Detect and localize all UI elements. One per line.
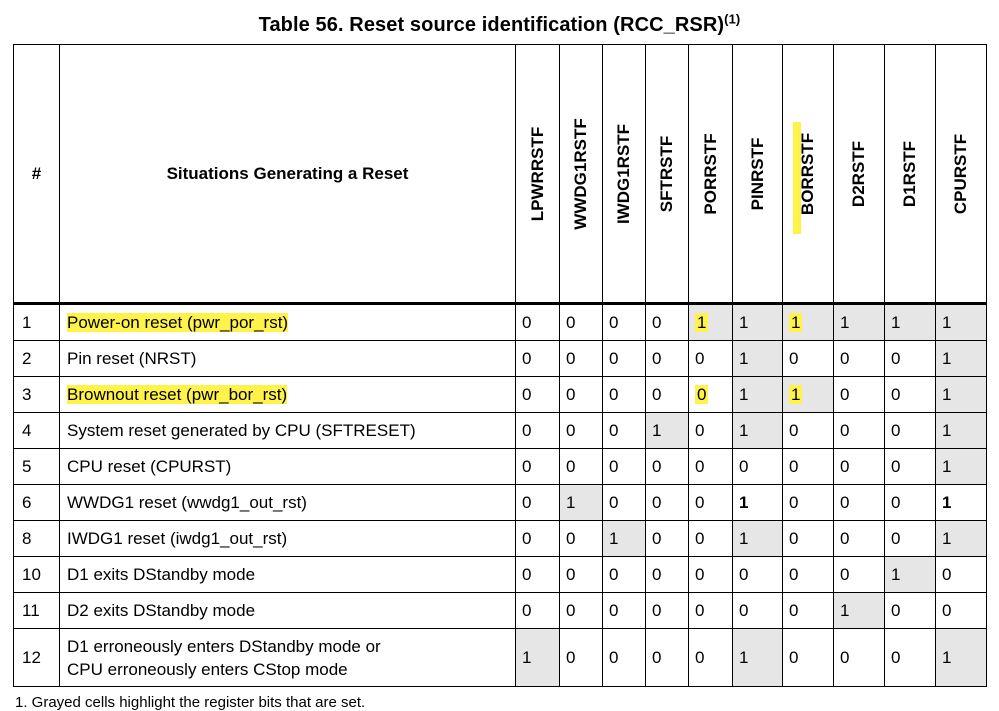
bit-cell: 0: [689, 413, 733, 449]
row-situation: D2 exits DStandby mode: [60, 593, 516, 629]
bit-cell-set: 1: [936, 449, 987, 485]
bit-cell: 0: [646, 629, 689, 687]
bit-cell: 0: [783, 629, 834, 687]
bit-cell: 0: [603, 557, 646, 593]
bit-cell-set: 1: [834, 304, 885, 341]
bit-cell-set: 1: [936, 341, 987, 377]
table-row: [14, 449, 987, 485]
bit-cell-set: 1: [560, 485, 603, 521]
table-row: [14, 304, 987, 341]
bit-cell: 0: [516, 304, 560, 341]
bit-cell: 0: [560, 629, 603, 687]
row-num: 1: [14, 304, 60, 341]
row-situation: [60, 377, 516, 413]
bit-cell-set: 1: [936, 629, 987, 687]
bit-cell: 0: [834, 629, 885, 687]
bit-cell: 0: [560, 377, 603, 413]
bit-cell: 0: [646, 341, 689, 377]
bit-cell-set: 1: [936, 304, 987, 341]
bit-value-highlighted: 1: [697, 312, 707, 332]
bit-cell: 0: [516, 341, 560, 377]
bit-cell: 0: [834, 341, 885, 377]
header-bit-label: BORRSTF: [798, 132, 817, 215]
bit-cell: 0: [603, 593, 646, 629]
bit-cell-set: 1: [834, 593, 885, 629]
bit-cell: 0: [646, 557, 689, 593]
bit-cell: 0: [936, 593, 987, 629]
row-situation: D1 exits DStandby mode: [60, 557, 516, 593]
header-bit-wwdg1rstf: [560, 45, 603, 304]
bit-value-highlighted: 1: [791, 312, 801, 332]
bit-cell: 0: [689, 341, 733, 377]
header-bit-porrstf: [689, 45, 733, 304]
bit-cell: 0: [733, 557, 783, 593]
header-bit-label: D2RSTF: [849, 140, 868, 207]
header-row: [14, 45, 987, 304]
bit-cell: 0: [646, 449, 689, 485]
bit-cell-set: 1: [936, 377, 987, 413]
bit-cell: 0: [885, 413, 936, 449]
bit-cell: 0: [516, 413, 560, 449]
bit-cell: 0: [560, 557, 603, 593]
table-row: [14, 377, 987, 413]
row-num: 11: [14, 593, 60, 629]
bit-cell: 0: [783, 341, 834, 377]
bit-cell: 1: [936, 485, 987, 521]
table-row: [14, 413, 987, 449]
header-bit-label: PORRSTF: [700, 132, 720, 215]
header-bit-label: LPWRRSTF: [527, 126, 547, 221]
row-num: 3: [14, 377, 60, 413]
bit-cell-set: 1: [733, 629, 783, 687]
table-row: [14, 341, 987, 377]
bit-cell: 0: [885, 341, 936, 377]
bit-cell: 0: [885, 629, 936, 687]
bit-cell: 0: [516, 593, 560, 629]
row-num: 6: [14, 485, 60, 521]
header-bit-pinrstf: [733, 45, 783, 304]
bit-cell-set: 1: [936, 521, 987, 557]
bit-cell-set: 1: [733, 521, 783, 557]
bit-cell: 0: [834, 521, 885, 557]
table-row: [14, 593, 987, 629]
bit-cell: 0: [689, 557, 733, 593]
row-situation: WWDG1 reset (wwdg1_out_rst): [60, 485, 516, 521]
bit-cell-set: [689, 304, 733, 341]
header-bit-label: WWDG1RSTF: [571, 117, 590, 230]
bit-cell: 0: [603, 413, 646, 449]
bit-value-highlighted: 0: [697, 384, 707, 404]
row-num: 10: [14, 557, 60, 593]
situation-text-highlighted: Power-on reset (pwr_por_rst): [67, 313, 289, 332]
situation-text-highlighted: Brownout reset (pwr_bor_rst): [67, 385, 288, 404]
bit-cell: 0: [560, 413, 603, 449]
header-bit-d1rstf: [885, 45, 936, 304]
footnote: 1. Grayed cells highlight the register bits that are set.: [15, 694, 366, 711]
bit-cell: 0: [516, 449, 560, 485]
table-title-footnote-ref: (1): [724, 11, 741, 27]
bit-cell: 0: [516, 521, 560, 557]
bit-cell: 0: [646, 521, 689, 557]
row-situation: Pin reset (NRST): [60, 341, 516, 377]
bit-cell: 0: [603, 629, 646, 687]
bit-cell: 0: [783, 449, 834, 485]
situation-line: CPU erroneously enters CStop mode: [67, 659, 348, 679]
bit-cell: 0: [603, 485, 646, 521]
table-row: [14, 557, 987, 593]
row-num: 4: [14, 413, 60, 449]
bit-cell: 0: [646, 593, 689, 629]
bit-cell: 0: [646, 485, 689, 521]
bit-value-highlighted: 1: [791, 384, 801, 404]
table-row: [14, 521, 987, 557]
bit-cell: 0: [885, 521, 936, 557]
table-title: [0, 11, 999, 37]
bit-cell-set: 1: [516, 629, 560, 687]
bit-cell: 0: [783, 413, 834, 449]
header-num: #: [14, 45, 60, 304]
bit-cell: 0: [516, 557, 560, 593]
row-num: 2: [14, 341, 60, 377]
row-situation: System reset generated by CPU (SFTRESET): [60, 413, 516, 449]
header-bit-label: D1RSTF: [900, 140, 919, 207]
bit-cell: 0: [646, 304, 689, 341]
bit-cell: 0: [885, 485, 936, 521]
header-bit-borrstf: [783, 45, 834, 304]
bit-cell: 0: [560, 521, 603, 557]
bit-cell: 0: [516, 485, 560, 521]
bit-cell-set: 1: [936, 413, 987, 449]
row-situation: [60, 304, 516, 341]
table-title-text: Table 56. Reset source identification (RCC_RSR): [258, 14, 725, 36]
row-num: 12: [14, 629, 60, 687]
header-bit-label: CPURSTF: [951, 133, 970, 214]
bit-cell-set: [783, 304, 834, 341]
bit-cell-set: 1: [885, 304, 936, 341]
header-bit-label: IWDG1RSTF: [614, 123, 633, 224]
bit-cell: 0: [834, 413, 885, 449]
bit-cell-set: 1: [733, 341, 783, 377]
bit-cell: 0: [689, 593, 733, 629]
header-bit-iwdg1rstf: [603, 45, 646, 304]
bit-cell: 0: [783, 485, 834, 521]
bit-cell: 0: [689, 521, 733, 557]
row-num: 5: [14, 449, 60, 485]
bit-cell: 0: [733, 449, 783, 485]
bit-cell: 0: [603, 449, 646, 485]
bit-cell: 0: [885, 377, 936, 413]
bit-cell-set: 1: [885, 557, 936, 593]
row-situation: CPU reset (CPURST): [60, 449, 516, 485]
bit-cell: 0: [603, 377, 646, 413]
bit-cell: 0: [834, 485, 885, 521]
bit-cell-set: 1: [733, 377, 783, 413]
bit-cell: 0: [689, 629, 733, 687]
bit-cell: 0: [885, 593, 936, 629]
bit-cell: [689, 377, 733, 413]
bit-cell-set: 1: [646, 413, 689, 449]
header-situation: Situations Generating a Reset: [60, 45, 516, 304]
header-bit-label: PINRSTF: [747, 137, 767, 210]
bit-cell: 0: [783, 557, 834, 593]
header-bit-d2rstf: [834, 45, 885, 304]
row-num: 8: [14, 521, 60, 557]
table-row: [14, 629, 987, 687]
bit-cell-set: 1: [603, 521, 646, 557]
row-situation: IWDG1 reset (iwdg1_out_rst): [60, 521, 516, 557]
bit-cell: 0: [936, 557, 987, 593]
bit-cell: 0: [516, 377, 560, 413]
bit-cell-set: [783, 377, 834, 413]
bit-cell-set: 1: [733, 413, 783, 449]
header-bit-cpurstf: [936, 45, 987, 304]
bit-cell: 1: [733, 485, 783, 521]
bit-cell: 0: [783, 593, 834, 629]
bit-cell: 0: [834, 557, 885, 593]
bit-cell: 0: [646, 377, 689, 413]
header-bit-sftrstf: [646, 45, 689, 304]
bit-cell: 0: [603, 341, 646, 377]
bit-cell: 0: [733, 593, 783, 629]
table-row: [14, 485, 987, 521]
bit-cell-set: 1: [733, 304, 783, 341]
bit-cell: 0: [834, 377, 885, 413]
bit-cell: 0: [603, 304, 646, 341]
bit-cell: 0: [560, 304, 603, 341]
bit-cell: 0: [885, 449, 936, 485]
row-situation: [60, 629, 516, 687]
bit-cell: 0: [560, 449, 603, 485]
bit-cell: 0: [689, 485, 733, 521]
bit-cell: 0: [560, 593, 603, 629]
header-bit-lpwrrstf: [516, 45, 560, 304]
bit-cell: 0: [783, 521, 834, 557]
bit-cell: 0: [560, 341, 603, 377]
bit-cell: 0: [689, 449, 733, 485]
reset-source-table: [13, 44, 987, 687]
bit-cell: 0: [834, 449, 885, 485]
situation-line: D1 erroneously enters DStandby mode or: [67, 636, 381, 656]
header-bit-label: SFTRSTF: [657, 135, 676, 212]
